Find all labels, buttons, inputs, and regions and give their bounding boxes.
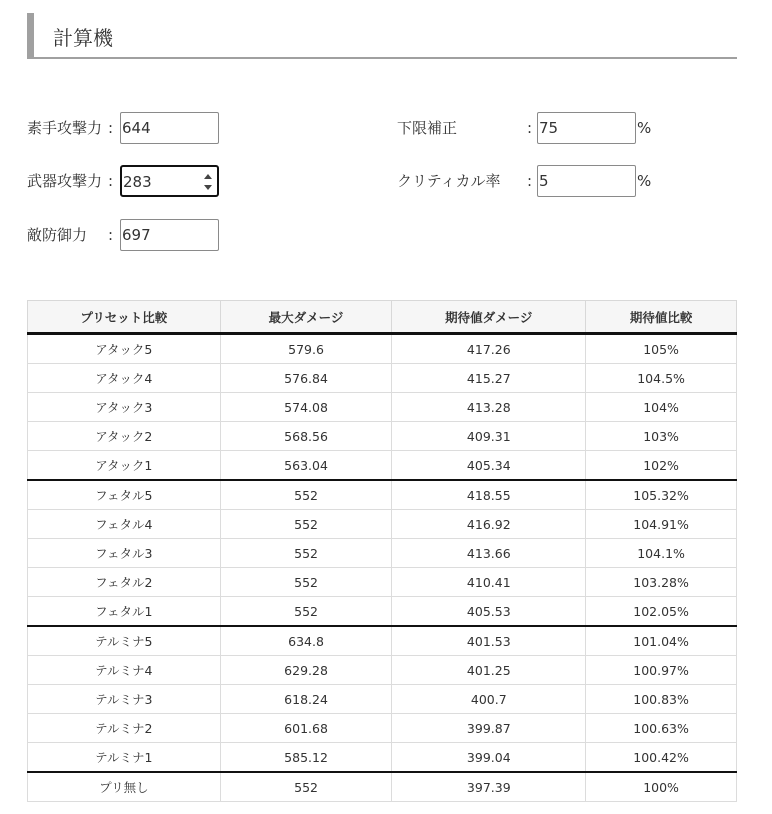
cell-expected-damage: 415.27 — [392, 364, 586, 393]
cell-expected-damage: 397.39 — [392, 772, 586, 802]
crit-rate-row — [397, 165, 667, 199]
table-row — [28, 568, 737, 597]
cell-preset: テルミナ2 — [28, 714, 221, 743]
crit-rate-label: クリティカル率 — [397, 172, 501, 190]
header-expected-ratio: 期待値比較 — [586, 301, 737, 334]
table-row — [28, 597, 737, 627]
cell-max-damage: 552 — [220, 597, 392, 627]
spinner-down-icon[interactable] — [204, 185, 212, 190]
cell-expected-damage: 400.7 — [392, 685, 586, 714]
cell-expected-ratio: 104.1% — [586, 539, 737, 568]
cell-max-damage: 552 — [220, 772, 392, 802]
weapon-attack-input[interactable] — [120, 165, 219, 197]
cell-expected-ratio: 102% — [586, 451, 737, 481]
weapon-attack-value: 283 — [123, 173, 152, 191]
cell-expected-ratio: 105% — [586, 334, 737, 364]
cell-expected-damage: 413.66 — [392, 539, 586, 568]
header-expected-damage: 期待値ダメージ — [392, 301, 586, 334]
cell-expected-damage: 409.31 — [392, 422, 586, 451]
cell-expected-ratio: 100.83% — [586, 685, 737, 714]
bare-attack-colon: : — [108, 119, 114, 137]
lower-limit-row — [397, 112, 667, 146]
cell-max-damage: 552 — [220, 480, 392, 510]
table-row — [28, 480, 737, 510]
enemy-defense-row — [27, 219, 227, 253]
cell-preset: アタック4 — [28, 364, 221, 393]
cell-expected-damage: 405.53 — [392, 597, 586, 627]
weapon-attack-label: 武器攻撃力 — [27, 172, 103, 190]
cell-max-damage: 576.84 — [220, 364, 392, 393]
cell-max-damage: 574.08 — [220, 393, 392, 422]
weapon-attack-row — [27, 165, 227, 199]
cell-max-damage: 618.24 — [220, 685, 392, 714]
cell-preset: フェタル3 — [28, 539, 221, 568]
page-header — [27, 13, 737, 59]
table-row — [28, 451, 737, 481]
lower-limit-label: 下限補正 — [397, 119, 458, 137]
cell-expected-ratio: 104.5% — [586, 364, 737, 393]
cell-preset: アタック2 — [28, 422, 221, 451]
table-row — [28, 539, 737, 568]
table-row — [28, 422, 737, 451]
cell-expected-damage: 399.87 — [392, 714, 586, 743]
cell-preset: フェタル4 — [28, 510, 221, 539]
bare-attack-input[interactable] — [120, 112, 219, 144]
cell-expected-ratio: 100% — [586, 772, 737, 802]
cell-expected-damage: 401.25 — [392, 656, 586, 685]
cell-preset: フェタル2 — [28, 568, 221, 597]
table-row — [28, 743, 737, 773]
lower-limit-value: 75 — [539, 119, 559, 137]
cell-max-damage: 552 — [220, 568, 392, 597]
table-row — [28, 510, 737, 539]
header-max-damage: 最大ダメージ — [220, 301, 392, 334]
page-title: 計算機 — [53, 26, 113, 50]
table-row — [28, 656, 737, 685]
cell-expected-ratio: 103% — [586, 422, 737, 451]
table-row — [28, 772, 737, 802]
lower-limit-input[interactable] — [537, 112, 636, 144]
cell-preset: アタック5 — [28, 334, 221, 364]
bare-attack-label: 素手攻撃力 — [27, 119, 103, 137]
enemy-defense-value: 697 — [122, 226, 151, 244]
preset-comparison-table — [27, 300, 737, 802]
cell-preset: アタック3 — [28, 393, 221, 422]
crit-rate-colon: : — [527, 172, 533, 190]
cell-max-damage: 579.6 — [220, 334, 392, 364]
table-row — [28, 685, 737, 714]
table-header-row — [28, 301, 737, 334]
cell-expected-damage: 417.26 — [392, 334, 586, 364]
cell-expected-ratio: 104% — [586, 393, 737, 422]
cell-expected-ratio: 104.91% — [586, 510, 737, 539]
cell-max-damage: 563.04 — [220, 451, 392, 481]
enemy-defense-colon: : — [108, 226, 114, 244]
table-row — [28, 334, 737, 364]
cell-expected-damage: 413.28 — [392, 393, 586, 422]
cell-expected-damage: 401.53 — [392, 626, 586, 656]
cell-expected-damage: 399.04 — [392, 743, 586, 773]
table-row — [28, 393, 737, 422]
cell-preset: テルミナ5 — [28, 626, 221, 656]
cell-max-damage: 634.8 — [220, 626, 392, 656]
cell-max-damage: 585.12 — [220, 743, 392, 773]
bare-attack-row — [27, 112, 227, 146]
cell-preset: テルミナ1 — [28, 743, 221, 773]
spinner-up-icon[interactable] — [204, 174, 212, 179]
crit-rate-unit: % — [637, 172, 652, 190]
cell-expected-damage: 410.41 — [392, 568, 586, 597]
number-spinner[interactable] — [203, 171, 213, 193]
cell-preset: アタック1 — [28, 451, 221, 481]
table-row — [28, 364, 737, 393]
cell-preset: フェタル5 — [28, 480, 221, 510]
cell-expected-damage: 418.55 — [392, 480, 586, 510]
table-row — [28, 626, 737, 656]
cell-max-damage: 601.68 — [220, 714, 392, 743]
cell-expected-ratio: 100.63% — [586, 714, 737, 743]
bare-attack-value: 644 — [122, 119, 151, 137]
table-row — [28, 714, 737, 743]
enemy-defense-label: 敵防御力 — [27, 226, 88, 244]
crit-rate-value: 5 — [539, 172, 549, 190]
cell-preset: フェタル1 — [28, 597, 221, 627]
cell-max-damage: 568.56 — [220, 422, 392, 451]
cell-expected-ratio: 100.42% — [586, 743, 737, 773]
cell-max-damage: 552 — [220, 539, 392, 568]
cell-preset: プリ無し — [28, 772, 221, 802]
lower-limit-unit: % — [637, 119, 652, 137]
crit-rate-input[interactable] — [537, 165, 636, 197]
cell-expected-damage: 405.34 — [392, 451, 586, 481]
cell-max-damage: 552 — [220, 510, 392, 539]
cell-preset: テルミナ3 — [28, 685, 221, 714]
weapon-attack-colon: : — [108, 172, 114, 190]
cell-expected-ratio: 101.04% — [586, 626, 737, 656]
cell-expected-ratio: 102.05% — [586, 597, 737, 627]
cell-preset: テルミナ4 — [28, 656, 221, 685]
cell-expected-damage: 416.92 — [392, 510, 586, 539]
cell-expected-ratio: 105.32% — [586, 480, 737, 510]
lower-limit-colon: : — [527, 119, 533, 137]
cell-max-damage: 629.28 — [220, 656, 392, 685]
cell-expected-ratio: 103.28% — [586, 568, 737, 597]
enemy-defense-input[interactable] — [120, 219, 219, 251]
header-preset: プリセット比較 — [28, 301, 221, 334]
cell-expected-ratio: 100.97% — [586, 656, 737, 685]
